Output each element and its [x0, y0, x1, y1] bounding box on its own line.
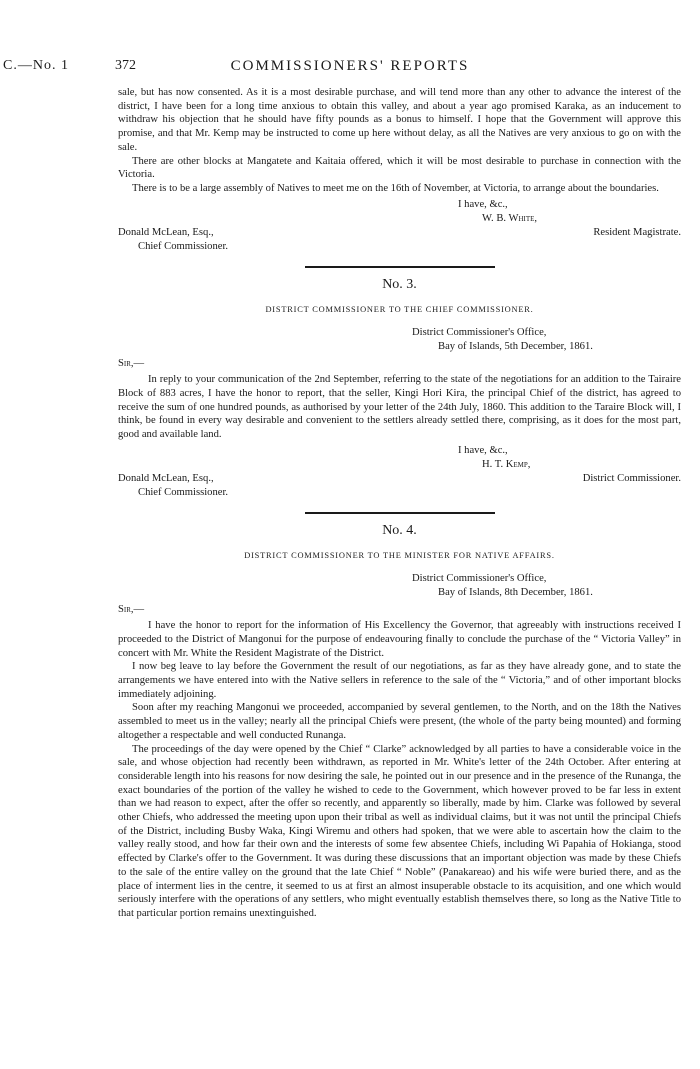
letter-3 — [118, 278, 681, 498]
sender-address-line-2: Bay of Islands, 8th December, 1861. — [438, 586, 593, 598]
letter-number: No. 4. — [382, 522, 417, 538]
sender-address-line-2: Bay of Islands, 5th December, 1861. — [438, 340, 593, 352]
letter-heading: DISTRICT COMMISSIONER TO THE CHIEF COMMISSIONER. — [265, 305, 534, 315]
letter-heading: DISTRICT COMMISSIONER TO THE MINISTER FOR NATIVE AFFAIRS. — [244, 551, 555, 561]
paper-reference: C.—No. 1 — [3, 58, 69, 73]
signer-name: W. B. White, — [482, 212, 538, 224]
paragraph: There are other blocks at Mangatete and Kaitaia offered, which it will be most desirable to purchase in connection with the Victoria. — [118, 155, 681, 181]
signature-block — [118, 442, 681, 498]
addressee-role: Chief Commissioner. — [138, 240, 229, 252]
paragraph: I have the honor to report for the information of His Excellency the Governor, that agreeably with instructions received I proceeded to the District of Mangonui for the purpose of endeavouring finally to conclude the purchase of the “ Victoria Valley” in concert with Mr. White the Resident Magistrate of the District. — [118, 620, 681, 659]
addressee: Donald McLean, Esq., — [118, 226, 214, 238]
signer-role: Resident Magistrate. — [593, 226, 681, 238]
paragraph: There is to be a large assembly of Natives to meet me on the 16th of November, at Victoria, to arrange about the boundaries. — [132, 182, 659, 194]
salutation: Sir,— — [118, 358, 145, 370]
section-divider — [305, 512, 495, 514]
paragraph: In reply to your communication of the 2nd September, referring to the state of the negotiations for an addition to the Tairaire Block of 883 acres, I have the honor to report, that the seller, Kingi Hori Kira, the principal Chief of the district, has agreed to receive the sum of one hundred pounds, as authorised by your letter of the 24th July, 1860. This addition to the Taraire Block will, I think, be found in every way desirable and convenient to the settlers already settled there, comprising, as it does for the most part, good and available land. — [118, 374, 681, 440]
letter-2-continuation — [118, 86, 681, 252]
running-title: COMMISSIONERS' REPORTS — [230, 58, 470, 74]
signer-name: H. T. Kemp, — [482, 458, 531, 470]
page-header — [0, 58, 700, 80]
signature-block — [118, 196, 681, 252]
closing: I have, &c., — [458, 444, 508, 456]
sender-address-line-1: District Commissioner's Office, — [412, 573, 547, 585]
signer-role: District Commissioner. — [582, 472, 681, 484]
paragraph: I now beg leave to lay before the Government the result of our negotiations, as far as they have already gone, and to state the arrangements we have entered into with the Native sellers in reference to the sale of the “ Victoria,” and of other important blocks immediately adjoining. — [118, 661, 681, 700]
document-body — [118, 86, 681, 921]
sender-address-line-1: District Commissioner's Office, — [412, 327, 547, 339]
paragraph: The proceedings of the day were opened by the Chief “ Clarke” acknowledged by all parties to have a considerable voice in the sale, and whose objection had recently been withdrawn, as reported in Mr. White's letter of the 24th October. After entering at considerable length into his reasons for now desiring the sale, he pointed out in our presence and in the presence of the Runanga, the exact boundaries of the portion of the valley he wished to cede to the Government, which however proved to be far less in extent than we had reason to expect, after the offer so recently, and apparently so liberally, made by him. Clarke was followed by several other Chiefs, who addressed the meeting upon upon their tribal as well as individual claims, but it was not until the principal Chiefs of the District, including Busby Waka, Kingi Wiremu and others had spoken, that we were able to ascertain how the claim to the valley really stood, and how far their own and the interests of some few absentee Chiefs, including Wi Papahia of Hokianga, stood effected by Clarke's offer to the Government. It was during these discussions that an important objection was made by these Chiefs to the sale of the entire valley on the ground that the late Chief “ Noble” (Panakareao) and his wife were buried there, and as the place of interment lies in the centre, it seemed to us at first an almost insuperable obstacle to its acquisition, and one which would seriously interfere with the operations of any settlers, who might eventually establish themselves there, so long as the Native Title to that particular portion remains unextinguished. — [118, 743, 681, 919]
addressee-role: Chief Commissioner. — [138, 486, 229, 498]
paragraph: Soon after my reaching Mangonui we proceeded, accompanied by several gentlemen, to the North, and on the 18th the Natives assembled to meet us in the valley; nearly all the principal Chiefs were present, (the whole of the party being mounted) and forming altogether a respectable and well conducted Runanga. — [118, 702, 681, 741]
addressee: Donald McLean, Esq., — [118, 472, 214, 484]
page-number: 372 — [115, 58, 136, 73]
closing: I have, &c., — [458, 198, 508, 210]
section-divider — [305, 266, 495, 268]
letter-number: No. 3. — [382, 276, 417, 292]
paragraph: sale, but has now consented. As it is a most desirable purchase, and will tend more than any other to advance the interest of the district, I have been for a long time anxious to obtain this valley, and about a year ago promised Karaka, as an inducement to withdraw his objection that he should have fifty pounds as a bonus to himself. I hope that the Government will approve this promise, and that Mr. Kemp may be instructed to come up here without delay, as all the Natives are very anxious to go on with the sale. — [118, 87, 681, 153]
letter-4 — [118, 524, 681, 921]
salutation: Sir,— — [118, 604, 145, 616]
